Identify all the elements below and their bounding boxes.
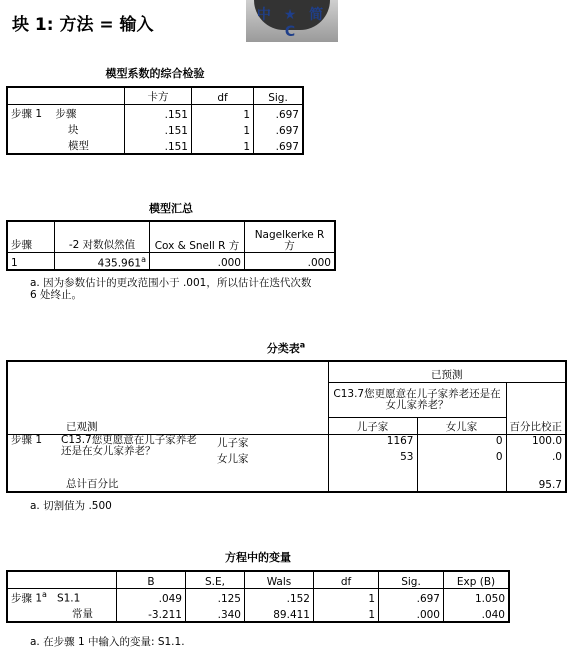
cell: .697 [254,121,304,137]
cell: .000 [379,605,444,622]
footnote-mark: a [42,589,47,599]
col-header: Nagelkerke R 方 [245,221,336,253]
row-label: 儿子家 [217,437,249,449]
cell: 1.050 [444,589,510,606]
variables-footnote: a. 在步骤 1 中输入的变量: S1.1. [30,636,185,648]
cell: .151 [125,137,192,154]
col-header: S.E, [186,571,245,589]
cell: 95.7 [506,473,566,492]
row-label: 块 [68,124,79,136]
cell: 1 [11,257,18,269]
var-label: S1.1 [56,592,81,604]
cell: .152 [245,589,314,606]
cell: .151 [125,105,192,122]
cell: .697 [379,589,444,606]
footnote-mark: a [299,340,306,350]
footnote-mark: a [141,254,146,264]
cell: 1 [192,105,254,122]
table-header-row [7,87,303,105]
table-row [7,473,566,492]
step-label: 步骤 1 [11,434,43,446]
cell: 1 [314,605,379,622]
row-label: 模型 [68,140,89,152]
step-label: 步骤 1 [11,592,43,604]
watermark: 中 ★ 简 C [256,7,328,40]
col-header: 步骤 [11,239,32,251]
row-label: 步骤 [55,108,77,120]
cell: 0 [417,435,506,452]
col-header: Sig. [379,571,444,589]
col-header: Sig. [254,87,304,105]
var-label: C13.7您更愿意在儿子家养老还是在女儿家养老？ [61,434,197,457]
table-header-row [7,571,509,589]
block-title: 块 1: 方法 = 输入 [12,15,154,35]
col-header: 女儿家 [417,418,506,435]
col-header: 已预测 [328,361,566,383]
cell: 1 [192,137,254,154]
row-label: 女儿家 [217,453,249,465]
cell: .000 [150,253,245,271]
summary-footnote: a. 因为参数估计的更改范围小于 .001，所以估计在迭代次数 6 处终止。 [30,277,312,301]
cell: .125 [186,589,245,606]
table-header-row [7,361,566,383]
omnibus-table [6,86,304,155]
table-row [7,137,303,154]
cell: .697 [254,137,304,154]
cell: 0 [417,451,506,473]
col-header: Cox & Snell R 方 [150,221,245,253]
cell: .151 [125,121,192,137]
cell [55,253,150,271]
table-row [7,589,509,606]
cell: 1 [192,121,254,137]
cell: .697 [254,105,304,122]
col-header: 百分比校正 [506,383,566,435]
cell: -3.211 [117,605,186,622]
cell: .340 [186,605,245,622]
summary-table [6,220,336,271]
table-row [7,605,509,622]
col-header: 卡方 [125,87,192,105]
variables-caption: 方程中的变量 [225,551,291,564]
row-label: 总计百分比 [66,478,119,490]
cell: 1 [314,589,379,606]
cell: 89.411 [245,605,314,622]
col-header: 儿子家 [328,418,417,435]
row-label [7,435,214,474]
cell: .049 [117,589,186,606]
col-header: C13.7您更愿意在儿子家养老还是在女儿家养老？ [328,383,506,418]
cell: .000 [245,253,336,271]
caption-text: 分类表 [266,342,300,355]
col-header: df [192,87,254,105]
cell: 100.0 [506,435,566,452]
omnibus-caption: 模型系数的综合检验 [105,67,205,80]
col-header: df [314,571,379,589]
logo-image [246,0,338,42]
table-row [7,253,335,271]
row-label: 常量 [72,608,93,620]
summary-caption: 模型汇总 [149,202,193,215]
classification-footnote: a. 切割值为 .500 [30,500,112,512]
cell: .040 [444,605,510,622]
col-header: 已观测 [7,361,328,435]
variables-table [6,570,510,623]
col-header: Exp (B) [444,571,510,589]
step-label: 步骤 1 [11,108,43,120]
classification-caption [6,340,566,356]
col-header: B [117,571,186,589]
row-label [7,589,117,606]
table-header-row [7,221,335,253]
col-header: Wals [245,571,314,589]
col-header: -2 对数似然值 [55,221,150,253]
classification-table [6,360,567,493]
table-row [7,121,303,137]
cell: 1167 [328,435,417,452]
table-row [7,435,566,452]
ll-value: 435.961 [97,257,142,269]
cell: 53 [328,451,417,473]
cell: .0 [506,451,566,473]
table-row [7,105,303,122]
